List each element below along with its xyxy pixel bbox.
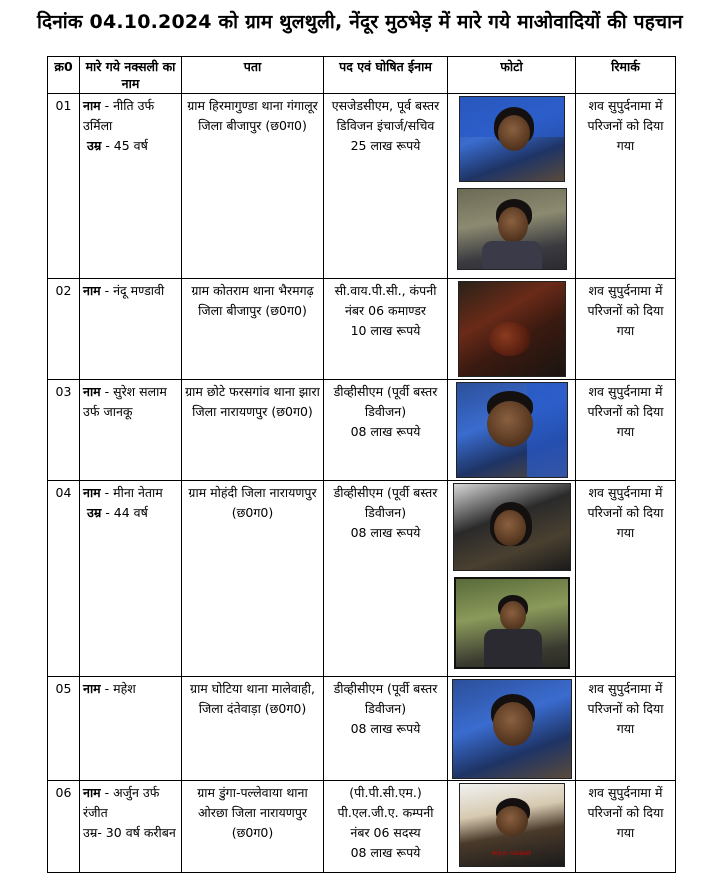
row-rank-cell [324, 677, 448, 781]
rank-value: डीव्हीसीएम (पूर्वी बस्तर डिवीजन) [333, 681, 438, 716]
reward-value: 08 लाख रूपये [350, 424, 421, 439]
deceased-photo [456, 382, 568, 478]
rank-value: सी.वाय.पी.सी., कंपनी नंबर 06 कमाण्डर [334, 283, 437, 318]
row-rank-cell [324, 94, 448, 279]
deceased-photo [458, 281, 566, 377]
deceased-photo [459, 783, 565, 867]
row-name-cell [80, 94, 182, 279]
row-rank-cell [324, 781, 448, 873]
row-address: ग्राम हिरमागुण्डा थाना गंगालूर जिला बीजापुर (छ0ग0) [182, 94, 324, 279]
row-photos [448, 677, 576, 781]
name-value: - सुरेश सलाम उर्फ जानकू [83, 384, 167, 419]
row-name-cell [80, 279, 182, 380]
portrait-photo [454, 577, 570, 669]
name-label: नाम [83, 681, 101, 696]
name-label: नाम [83, 485, 101, 500]
row-photos [448, 279, 576, 380]
name-label: नाम [83, 283, 101, 298]
row-remark: शव सुपुर्दनामा में परिजनों को दिया गया [576, 380, 676, 481]
col-header-address: पता [182, 57, 324, 94]
row-photos [448, 481, 576, 677]
table-row [48, 94, 676, 279]
rank-value: डीव्हीसीएम (पूर्वी बस्तर डिवीजन) [333, 485, 438, 520]
rank-value: डीव्हीसीएम (पूर्वी बस्तर डिवीजन) [333, 384, 438, 419]
name-label: नाम [83, 98, 101, 113]
row-photos [448, 94, 576, 279]
maoist-identification-table [47, 56, 676, 873]
row-sn: 06 [48, 781, 80, 873]
table-row [48, 279, 676, 380]
row-name-cell [80, 380, 182, 481]
row-address: ग्राम मोहंदी जिला नारायणपुर (छ0ग0) [182, 481, 324, 677]
row-rank-cell [324, 380, 448, 481]
deceased-photo [452, 679, 572, 779]
row-sn: 05 [48, 677, 80, 781]
row-sn: 04 [48, 481, 80, 677]
reward-value: 08 लाख रूपये [350, 845, 421, 860]
row-photos [448, 781, 576, 873]
reward-value: 08 लाख रूपये [350, 525, 421, 540]
row-sn: 01 [48, 94, 80, 279]
row-address: ग्राम डुंगा-पल्लेवाया थाना ओरछा जिला नारायणपुर (छ0ग0) [182, 781, 324, 873]
col-header-photo: फोटो [448, 57, 576, 94]
row-name-cell [80, 781, 182, 873]
row-sn: 02 [48, 279, 80, 380]
age-label: उम्र [87, 505, 102, 520]
name-value: - नंदू मण्डावी [104, 283, 165, 298]
reward-value: 25 लाख रूपये [350, 138, 421, 153]
col-header-remark: रिमार्क [576, 57, 676, 94]
age-cell [83, 136, 148, 156]
row-photos [448, 380, 576, 481]
rank-value: एसजेडसीएम, पूर्व बस्तर डिविजन इंचार्ज/सचिव [331, 98, 440, 133]
row-name-cell [80, 481, 182, 677]
row-address: ग्राम छोटे फरसगांव थाना झारा जिला नारायणपुर (छ0ग0) [182, 380, 324, 481]
rank-value: (पी.पी.सी.एम.) पी.एल.जी.ए. कम्पनी नंबर 06 सदस्य [337, 785, 434, 840]
row-remark: शव सुपुर्दनामा में परिजनों को दिया गया [576, 481, 676, 677]
deceased-photo [453, 483, 571, 571]
row-remark: शव सुपुर्दनामा में परिजनों को दिया गया [576, 279, 676, 380]
row-address: ग्राम कोतराम थाना भैरमगढ़ जिला बीजापुर (छ0ग0) [182, 279, 324, 380]
row-address: ग्राम घोटिया थाना मालेवाही, जिला दंतेवाड़ा (छ0ग0) [182, 677, 324, 781]
page-title: दिनांक 04.10.2024 को ग्राम थुलथुली, नेंदूर मुठभेड़ में मारे गये माओवादियों की पहचान [37, 11, 683, 33]
reward-value: 10 लाख रूपये [350, 323, 421, 338]
name-value: - अर्जुन उर्फ रंजीत [83, 785, 160, 820]
table-row [48, 481, 676, 677]
col-header-rank: पद एवं घोषित ईनाम [324, 57, 448, 94]
row-remark: शव सुपुर्दनामा में परिजनों को दिया गया [576, 677, 676, 781]
name-label: नाम [83, 384, 101, 399]
name-value: - मीना नेताम [104, 485, 163, 500]
photo-caption: Arjun ranjeet [491, 850, 532, 857]
row-sn: 03 [48, 380, 80, 481]
age-value: उम्र- 30 वर्ष करीबन [83, 825, 176, 840]
age-cell [83, 503, 148, 523]
col-header-name: मारे गये नक्सली का नाम [80, 57, 182, 94]
table-row [48, 677, 676, 781]
portrait-photo [457, 188, 567, 270]
row-name-cell [80, 677, 182, 781]
row-rank-cell [324, 279, 448, 380]
table-header-row [48, 57, 676, 94]
name-label: नाम [83, 785, 101, 800]
reward-value: 08 लाख रूपये [350, 721, 421, 736]
table-row [48, 781, 676, 873]
name-value: - महेश [104, 681, 136, 696]
age-label: उम्र [87, 138, 102, 153]
row-remark: शव सुपुर्दनामा में परिजनों को दिया गया [576, 94, 676, 279]
age-value: - 45 वर्ष [105, 138, 148, 153]
table-row [48, 380, 676, 481]
deceased-photo [459, 96, 565, 182]
row-rank-cell [324, 481, 448, 677]
row-remark: शव सुपुर्दनामा में परिजनों को दिया गया [576, 781, 676, 873]
age-value: - 44 वर्ष [105, 505, 148, 520]
col-header-sn: क्र0 [48, 57, 80, 94]
name-value: - नीति उर्फ उर्मिला [83, 98, 155, 133]
